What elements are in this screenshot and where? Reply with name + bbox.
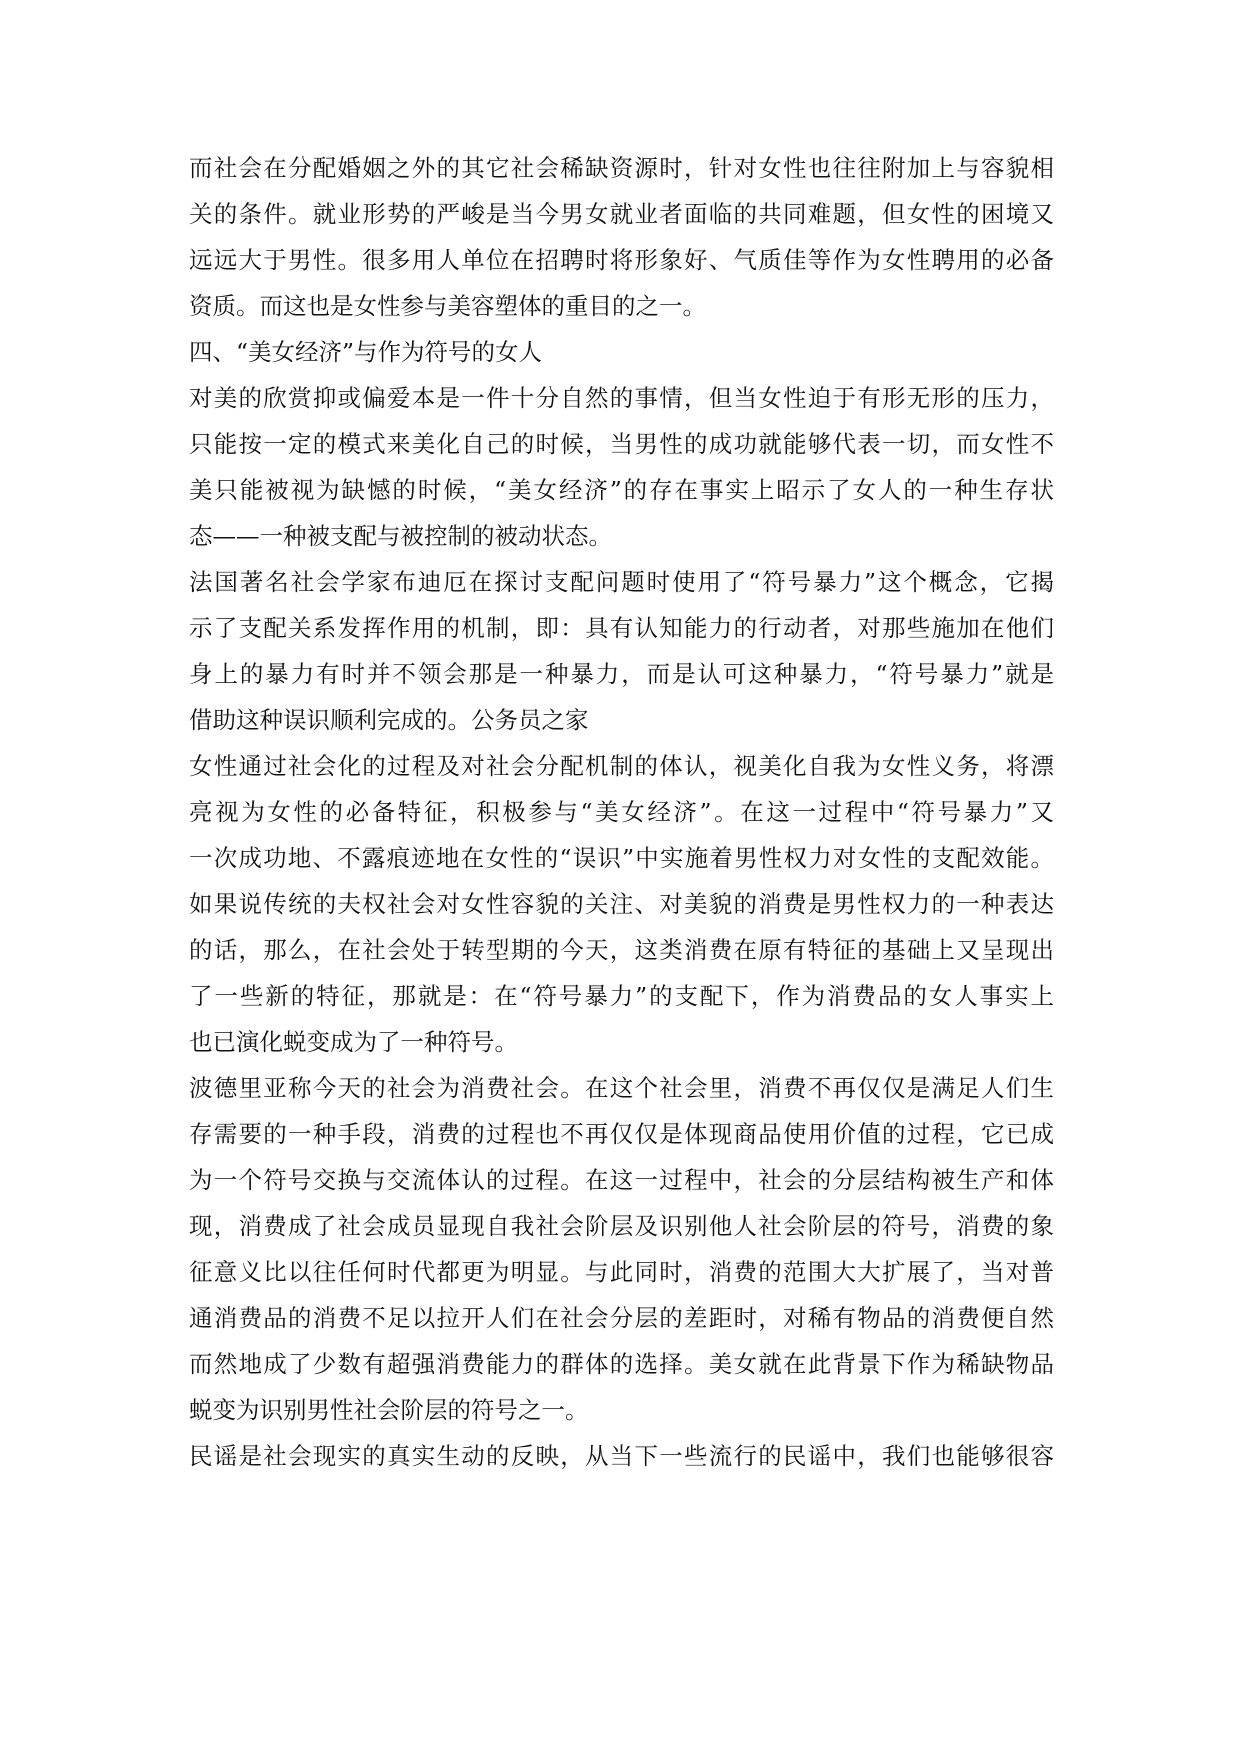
text-line: 蜕变为识别男性社会阶层的符号之一。 xyxy=(189,1396,589,1424)
text-line: 身上的暴力有时并不领会那是一种暴力，而是认可这种暴力，“符号暴力”就是 xyxy=(189,660,1054,688)
text-line: 征意义比以往任何时代都更为明显。与此同时，消费的范围大大扩展了，当对普 xyxy=(189,1258,1054,1286)
document-body xyxy=(189,145,1054,1479)
text-line: 女性通过社会化的过程及对社会分配机制的体认，视美化自我为女性义务，将漂 xyxy=(189,752,1054,780)
text-line: 通消费品的消费不足以拉开人们在社会分层的差距时，对稀有物品的消费便自然 xyxy=(189,1304,1054,1332)
text-line: 如果说传统的夫权社会对女性容貌的关注、对美貌的消费是男性权力的一种表达 xyxy=(189,890,1054,918)
text-line: 了一些新的特征，那就是：在“符号暴力”的支配下，作为消费品的女人事实上 xyxy=(189,982,1054,1010)
text-line: 为一个符号交换与交流体认的过程。在这一过程中，社会的分层结构被生产和体 xyxy=(189,1166,1054,1194)
text-line: 借助这种误识顺利完成的。公务员之家 xyxy=(189,706,589,734)
text-line: 态——一种被支配与被控制的被动状态。 xyxy=(189,522,612,550)
text-line: 示了支配关系发挥作用的机制，即：具有认知能力的行动者，对那些施加在他们 xyxy=(189,614,1054,642)
text-line: 波德里亚称今天的社会为消费社会。在这个社会里，消费不再仅仅是满足人们生 xyxy=(189,1074,1054,1102)
text-line: 也已演化蜕变成为了一种符号。 xyxy=(189,1028,518,1056)
text-line: 一次成功地、不露痕迹地在女性的“误识”中实施着男性权力对女性的支配效能。 xyxy=(189,844,1054,872)
text-line: 的话，那么，在社会处于转型期的今天，这类消费在原有特征的基础上又呈现出 xyxy=(189,936,1054,964)
text-line: 而然地成了少数有超强消费能力的群体的选择。美女就在此背景下作为稀缺物品 xyxy=(189,1350,1054,1378)
text-line: 远远大于男性。很多用人单位在招聘时将形象好、气质佳等作为女性聘用的必备 xyxy=(189,246,1054,274)
text-line: 对美的欣赏抑或偏爱本是一件十分自然的事情，但当女性迫于有形无形的压力， xyxy=(189,384,1054,412)
text-line: 美只能被视为缺憾的时候，“美女经济”的存在事实上昭示了女人的一种生存状 xyxy=(189,476,1054,504)
text-line: 关的条件。就业形势的严峻是当今男女就业者面临的共同难题，但女性的困境又 xyxy=(189,200,1054,228)
text-line: 民谣是社会现实的真实生动的反映，从当下一些流行的民谣中，我们也能够很容 xyxy=(189,1442,1054,1470)
text-line: 存需要的一种手段，消费的过程也不再仅仅是体现商品使用价值的过程，它已成 xyxy=(189,1120,1054,1148)
section-heading: 四、“美女经济”与作为符号的女人 xyxy=(189,338,543,366)
text-line: 现，消费成了社会成员显现自我社会阶层及识别他人社会阶层的符号，消费的象 xyxy=(189,1212,1054,1240)
text-line: 法国著名社会学家布迪厄在探讨支配问题时使用了“符号暴力”这个概念，它揭 xyxy=(189,568,1054,596)
text-line: 亮视为女性的必备特征，积极参与“美女经济”。在这一过程中“符号暴力”又 xyxy=(189,798,1054,826)
text-line: 只能按一定的模式来美化自己的时候，当男性的成功就能够代表一切，而女性不 xyxy=(189,430,1054,458)
text-line: 而社会在分配婚姻之外的其它社会稀缺资源时，针对女性也往往附加上与容貌相 xyxy=(189,154,1054,182)
text-line: 资质。而这也是女性参与美容塑体的重目的之一。 xyxy=(189,292,706,320)
